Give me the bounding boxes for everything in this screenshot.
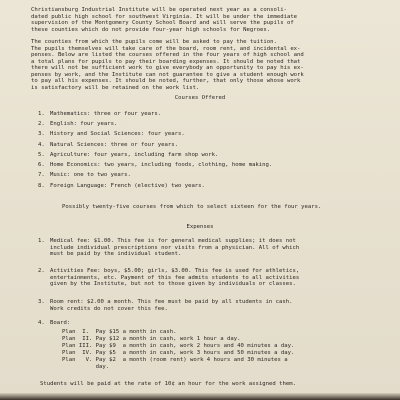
course-text: Foreign Language: French (elective) two years.: [50, 183, 205, 189]
course-number: 4.: [38, 142, 45, 148]
course-number: 7.: [38, 172, 45, 178]
expense-number: 1.: [38, 238, 45, 244]
courses-heading: Courses Offered: [174, 95, 226, 101]
board-plan: Plan I. Pay $15 a month in cash.: [62, 329, 177, 335]
expense-number: 3.: [38, 299, 45, 305]
board-plan: Plan V. Pay $2 a month (room rent) work 4 hours and 30 minutes a: [62, 357, 288, 363]
course-text: History and Social Sciences: four years.: [50, 131, 185, 137]
course-number: 8.: [38, 183, 45, 189]
course-number: 6.: [38, 162, 45, 168]
intro-paragraph-1: Christiansburg Industrial Institute will be operated next year as a consoli- dated public high school for southwest Virginia. It will be under the immediate supervision of the Montgomery County School Board and will serve the pupils of these counties which do not provide four-year high schools for Negroes.: [31, 7, 298, 33]
course-number: 2.: [38, 121, 45, 127]
expenses-footer: Students will be paid at the rate of 10¢ an hour for the work assigned them.: [40, 381, 296, 387]
course-text: Mathematics: three or four years.: [50, 111, 162, 117]
board-plan: Plan IV. Pay $5 a month in cash, work 3 hours and 50 minutes a day.: [62, 350, 295, 356]
course-text: Music: one to two years.: [50, 172, 131, 178]
expense-text: Board:: [50, 320, 71, 326]
intro-paragraph-2: The counties from which the pupils come will be asked to pay the tuition. The pupils themselves will take care of the board, room rent, and incidental ex- penses. Below are listed the courses offered in the four years of high school and a total plans for pupils to pay their boarding expenses. It should be noted that there will not be sufficient work to give everybody an opportunity to pay his ex- penses by work, and the Institute can not guarantee to give a student enough work to pay all his expenses. It should be noted, further, that only those whose work is satisfactory will be retained on the work list.: [31, 39, 304, 91]
course-number: 1.: [38, 111, 45, 117]
course-text: Home Economics: two years, including foods, clothing, home making.: [50, 162, 273, 168]
course-text: Natural Sciences: three or four years.: [50, 142, 178, 148]
expense-number: 2.: [38, 268, 45, 274]
expense-number: 4.: [38, 320, 45, 326]
expenses-heading: Expenses: [186, 224, 214, 230]
expense-text: Room rent: $2.00 a month. This fee must be paid by all students in cash. Work credits do not cover this fee.: [50, 299, 293, 312]
expense-text: Activities Fee: boys, $5.00; girls, $3.00. This fee is used for athletics, entertainments, etc. Payment of this fee admits students to all activities given by the Institute, but not to those given by individuals or classes.: [50, 268, 300, 287]
courses-note: Possibly twenty-five courses from which to select sixteen for the four years.: [62, 204, 322, 210]
board-plan: Plan II. Pay $12 a month in cash, work 1 hour a day.: [62, 336, 241, 342]
course-text: Agriculture: four years, including farm shop work.: [50, 152, 219, 158]
expense-text: Medical fee: $1.00. This fee is for general medical supplies; it does not include individual prescriptions nor visits from a physician. All of which must be paid by the individual student.: [50, 238, 300, 257]
board-plan: Plan III. Pay $9 a month in cash, work 2 hours and 40 minutes a day.: [62, 343, 295, 349]
board-plan: day.: [62, 364, 110, 370]
page-edge-shadow: [0, 393, 400, 400]
course-number: 3.: [38, 131, 45, 137]
course-number: 5.: [38, 152, 45, 158]
course-text: English: four years.: [50, 121, 118, 127]
